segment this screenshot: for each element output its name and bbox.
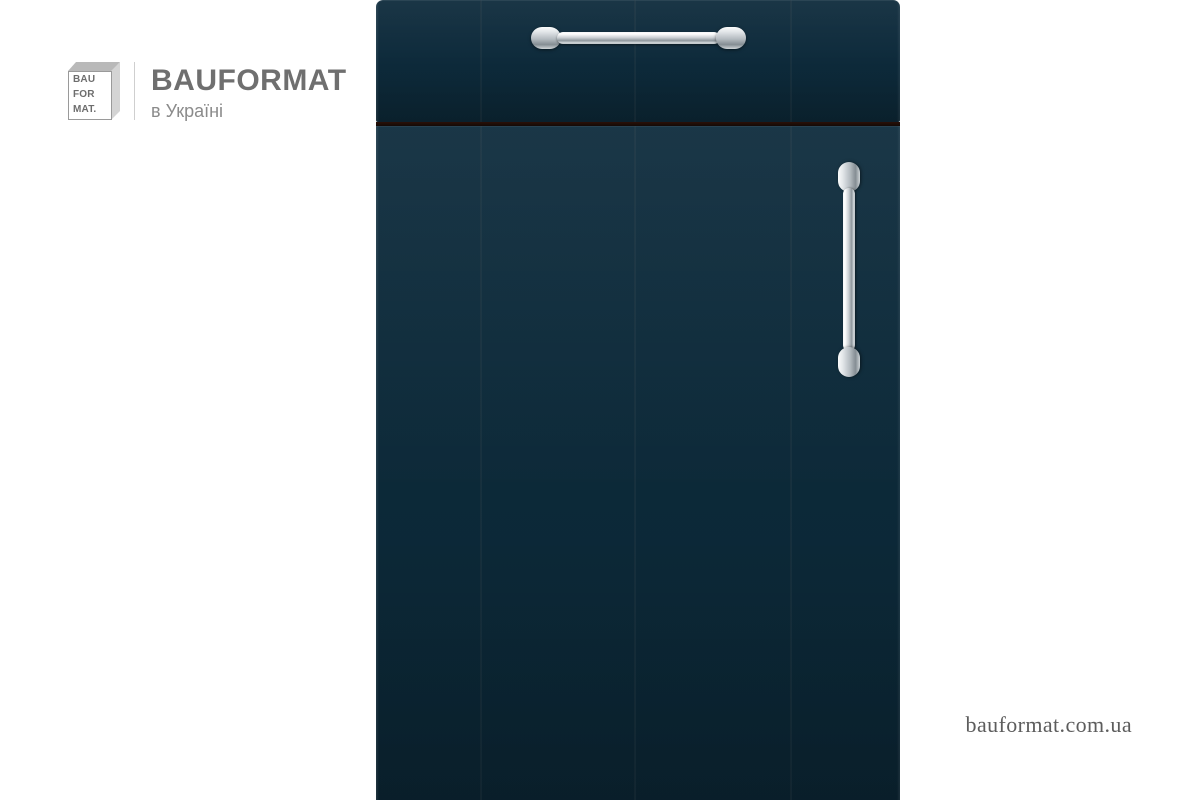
drawer-front <box>376 0 900 122</box>
cabinet-fronts <box>376 0 900 800</box>
door-groove-2 <box>634 126 636 800</box>
handle-bar-horizontal <box>557 32 720 44</box>
drawer-edge-highlight-right <box>897 0 900 122</box>
door-edge-highlight-right <box>897 126 900 800</box>
door-edge-highlight-left <box>376 126 379 800</box>
drawer-edge-highlight-left <box>376 0 379 122</box>
handle-cap-right <box>716 27 746 49</box>
logo-text-block <box>151 62 347 122</box>
door-groove-1 <box>480 126 482 800</box>
drawer-groove-1 <box>480 0 482 122</box>
drawer-sheen-bottom <box>376 73 900 122</box>
handle-cap-bottom <box>838 347 860 377</box>
cube-front-face <box>68 71 112 120</box>
brand-wordmark: BAUFORMAT <box>151 64 347 97</box>
cube-logo-icon <box>68 62 120 120</box>
handle-bar-vertical <box>843 188 855 351</box>
brand-logo <box>68 62 347 122</box>
website-url: bauformat.com.ua <box>965 712 1132 737</box>
horizontal-bar-handle <box>531 27 746 49</box>
logo-mark-line-2: FOR <box>73 89 95 100</box>
door-front <box>376 126 900 800</box>
logo-mark-line-3: MAT. <box>73 104 97 115</box>
drawer-groove-2 <box>634 0 636 122</box>
logo-mark-line-1: BAU <box>73 74 96 85</box>
vertical-bar-handle <box>838 162 860 377</box>
door-sheen-top <box>376 126 900 497</box>
cube-top-face <box>68 62 120 71</box>
drawer-groove-3 <box>790 0 792 122</box>
brand-subtitle: в Україні <box>151 101 224 121</box>
door-sheen-bottom <box>376 530 900 800</box>
door-groove-3 <box>790 126 792 800</box>
logo-divider <box>134 62 135 120</box>
cube-right-face <box>111 62 120 120</box>
